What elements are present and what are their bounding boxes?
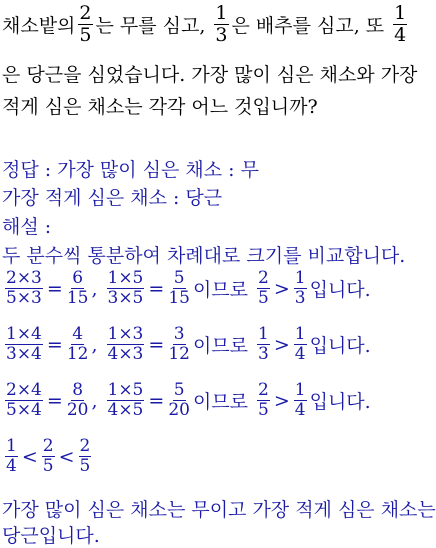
fraction: $\frac{5}{20}$ <box>168 380 190 420</box>
final-line-1: 가장 많이 심은 채소는 무이고 가장 적게 심은 채소는 <box>2 499 436 521</box>
comparison-row: $\frac{2\times 3}{5\times 3}$ = $\frac{6}{15}$ , $\frac{1\times 5}{3\times 5}$ = $\frac{5}{15}$ 이므로 $\frac{2}{5}$ > $\frac{1}{3}$ 입니다. <box>6 268 371 308</box>
comparison-row: $\frac{1\times 4}{3\times 4}$ = $\frac{4}{12}$ , $\frac{1\times 3}{4\times 3}$ = $\frac{3}{12}$ 이므로 $\frac{1}{3}$ > $\frac{1}{4}$ 입니다. <box>6 324 371 364</box>
fraction: $\frac{2}{5}$ <box>258 268 269 308</box>
answer-least: 가장 적게 심은 채소 : 당근 <box>2 187 223 209</box>
fraction: $\frac{1}{4}$ <box>394 2 407 46</box>
fraction: $\frac{2\times 3}{5\times 3}$ <box>6 268 42 308</box>
fraction: $\frac{1}{3}$ <box>215 2 228 46</box>
question-text: 은 배추를 심고, 또 <box>231 15 385 37</box>
order-row: $\frac{1}{4}$ < $\frac{2}{5}$ < $\frac{2}{5}$ <box>6 436 91 476</box>
fraction: $\frac{2}{5}$ <box>258 380 269 420</box>
fraction: $\frac{1\times 4}{3\times 4}$ <box>6 324 42 364</box>
fraction: $\frac{1}{4}$ <box>294 324 306 364</box>
fraction: $\frac{8}{20}$ <box>66 380 89 420</box>
question-text: 는 무를 심고, <box>95 15 206 37</box>
fraction: $\frac{4}{12}$ <box>66 324 89 364</box>
fraction: $\frac{2}{5}$ <box>79 436 91 476</box>
fraction: $\frac{2}{5}$ <box>79 2 92 46</box>
fraction: $\frac{1}{4}$ <box>6 436 17 476</box>
answer-most: 정답 : 가장 많이 심은 채소 : 무 <box>2 159 259 181</box>
explanation-intro: 두 분수씩 통분하여 차례대로 크기를 비교합니다. <box>2 245 406 267</box>
fraction: $\frac{5}{15}$ <box>168 268 190 308</box>
fraction: $\frac{2\times 4}{5\times 4}$ <box>6 380 42 420</box>
fraction: $\frac{3}{12}$ <box>168 324 190 364</box>
question-line-2: 은 당근을 심었습니다. 가장 많이 심은 채소와 가장 <box>2 64 418 86</box>
explanation-label: 해설 : <box>2 216 52 238</box>
fraction: $\frac{6}{15}$ <box>66 268 89 308</box>
question-line-1 <box>2 4 410 45</box>
fraction: $\frac{1\times 5}{3\times 5}$ <box>107 268 144 308</box>
fraction: $\frac{1}{4}$ <box>294 380 306 420</box>
final-line-2: 당근입니다. <box>2 525 100 547</box>
fraction: $\frac{1}{3}$ <box>294 268 306 308</box>
fraction: $\frac{1}{3}$ <box>258 324 269 364</box>
fraction: $\frac{1\times 5}{4\times 5}$ <box>107 380 144 420</box>
fraction: $\frac{2}{5}$ <box>42 436 54 476</box>
question-line-3: 적게 심은 채소는 각각 어느 것입니까? <box>2 96 318 118</box>
question-text: 채소밭의 <box>2 15 76 37</box>
fraction: $\frac{1\times 3}{4\times 3}$ <box>107 324 144 364</box>
comparison-row: $\frac{2\times 4}{5\times 4}$ = $\frac{8}{20}$ , $\frac{1\times 5}{4\times 5}$ = $\frac{5}{20}$ 이므로 $\frac{2}{5}$ > $\frac{1}{4}$ 입니다. <box>6 380 371 420</box>
